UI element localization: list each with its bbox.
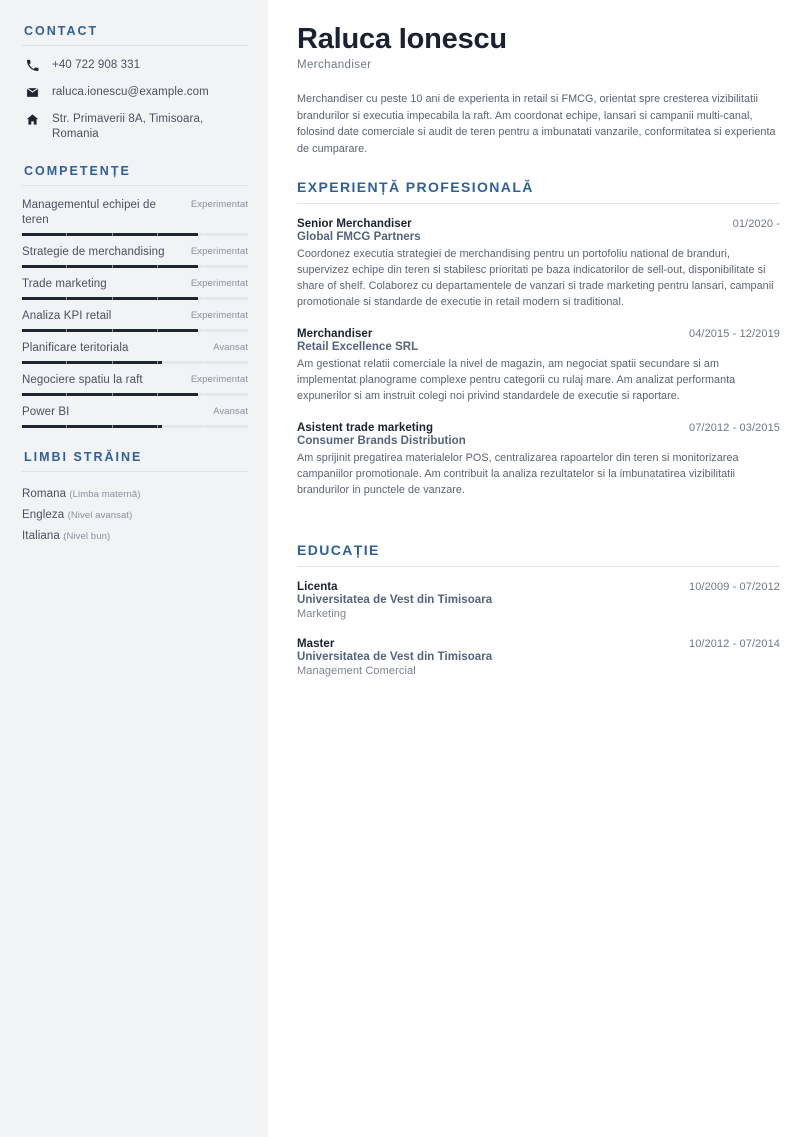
education-section	[297, 542, 780, 677]
profile-summary: Merchandiser cu peste 10 ani de experienta in retail si FMCG, orientat spre cresterea vizibilitatii brandurilor si executia impecabila la raft. Am coordonat echipe, lansari si campanii multi-canal, folosind date comerciale si audit de teren pentru a imbunatati vanzarile, conformitatea si experienta de cumparare.	[297, 93, 776, 155]
entry-date: 10/2009 - 07/2012	[689, 581, 780, 593]
language-list	[22, 484, 248, 547]
page-title: Raluca Ionescu	[297, 23, 507, 55]
entry-item	[297, 422, 780, 498]
entry-header	[297, 638, 780, 650]
skill-bar-segments	[22, 233, 248, 236]
entry-title: Asistent trade marketing	[297, 422, 434, 434]
skill-name: Negociere spatiu la raft	[22, 374, 143, 386]
contact-section	[22, 24, 248, 142]
entry-item	[297, 328, 780, 404]
entry-title: Master	[297, 638, 335, 650]
entry-header	[297, 218, 780, 230]
language-item	[22, 505, 248, 526]
skill-header	[22, 198, 248, 228]
contact-heading: CONTACT	[24, 24, 99, 38]
skill-level-label: Avansat	[213, 406, 248, 417]
skill-item	[22, 373, 248, 396]
envelope-icon	[22, 85, 42, 99]
experience-section	[297, 179, 780, 498]
skill-name: Planificare teritoriala	[22, 342, 129, 354]
contact-value: +40 722 908 331	[52, 59, 141, 71]
contact-list	[22, 58, 248, 142]
skill-header	[22, 309, 248, 324]
language-name: Romana	[22, 488, 67, 500]
section-spacer	[297, 516, 780, 542]
skill-level-bar	[22, 361, 248, 364]
entry-organization: Universitatea de Vest din Timisoara	[297, 594, 493, 606]
skill-name: Strategie de merchandising	[22, 246, 165, 258]
skill-level-bar	[22, 233, 248, 236]
skill-header	[22, 277, 248, 292]
skill-header	[22, 341, 248, 356]
entry-organization: Consumer Brands Distribution	[297, 435, 466, 447]
entry-organization: Universitatea de Vest din Timisoara	[297, 651, 493, 663]
skill-item	[22, 277, 248, 300]
language-item	[22, 526, 248, 547]
entry-title: Licenta	[297, 581, 338, 593]
language-level: (Nivel bun)	[63, 531, 111, 542]
skill-level-label: Experimentat	[190, 278, 248, 289]
skill-level-bar	[22, 425, 248, 428]
skill-name: Trade marketing	[22, 278, 107, 290]
skill-level-label: Avansat	[213, 342, 248, 353]
entry-organization: Global FMCG Partners	[297, 231, 421, 243]
skill-bar-segments	[22, 297, 248, 300]
entry-date: 01/2020 -	[732, 218, 780, 230]
skill-level-bar	[22, 393, 248, 396]
skill-name: Power BI	[22, 406, 70, 418]
skill-level-bar	[22, 297, 248, 300]
entry-description: Am sprijinit pregatirea materialelor POS, centralizarea rapoartelor din teren si monitorizarea campaniilor promotionale. Am contribuit la analiza rezultatelor si la imbunatatirea vizibilitatii brandurilor in punctele de vanzare.	[297, 452, 739, 496]
contact-value: raluca.ionescu@example.com	[52, 86, 209, 98]
entry-date: 10/2012 - 07/2014	[689, 638, 780, 650]
skills-heading: COMPETENȚE	[24, 164, 131, 178]
skill-item	[22, 198, 248, 236]
education-list	[297, 581, 780, 677]
skill-level-label: Experimentat	[190, 310, 248, 321]
skill-level-label: Experimentat	[190, 374, 248, 385]
home-icon	[22, 112, 42, 126]
entry-header	[297, 422, 780, 434]
contact-item[interactable]	[22, 85, 248, 100]
languages-section	[22, 450, 248, 547]
main-column	[268, 0, 804, 1137]
entry-item	[297, 581, 780, 620]
experience-heading: EXPERIENȚĂ PROFESIONALĂ	[297, 179, 534, 195]
skill-item	[22, 245, 248, 268]
skill-header	[22, 373, 248, 388]
skill-header	[22, 405, 248, 420]
skill-bar-segments	[22, 393, 248, 396]
language-name: Italiana	[22, 530, 60, 542]
entry-item	[297, 218, 780, 310]
skill-list	[22, 198, 248, 428]
skill-bar-segments	[22, 425, 248, 428]
entry-title: Senior Merchandiser	[297, 218, 412, 230]
skills-divider	[22, 185, 248, 186]
phone-icon	[22, 58, 42, 72]
education-divider	[297, 566, 780, 567]
entry-title: Merchandiser	[297, 328, 373, 340]
entry-organization: Retail Excellence SRL	[297, 341, 419, 353]
education-heading: EDUCAȚIE	[297, 542, 380, 558]
skill-level-label: Experimentat	[190, 199, 248, 210]
entry-description: Am gestionat relatii comerciale la nivel de magazin, am negociat spatii secundare si am implementat planograme complexe pentru categorii cu rulaj mare. Am analizat performanta expunerilor si am instruit colegi noi privind standardele de executie si raportare.	[297, 358, 736, 402]
experience-list	[297, 218, 780, 498]
skill-bar-segments	[22, 361, 248, 364]
language-level: (Nivel avansat)	[67, 510, 133, 521]
languages-heading: LIMBI STRĂINE	[24, 450, 143, 464]
skills-section	[22, 164, 248, 428]
skill-bar-segments	[22, 329, 248, 332]
entry-description: Coordonez executia strategiei de merchandising pentru un portofoliu national de branduri, supervizez echipe din teren si stabilesc prioritati pe baza indicatorilor de sell-out, disponibilitate si share of shelf. Colaborez cu departamentele de vanzari si trade marketing pentru lansari, campanii promotionale si standarde de executie in retail modern si traditional.	[297, 248, 774, 308]
skill-item	[22, 309, 248, 332]
skill-bar-segments	[22, 265, 248, 268]
skill-item	[22, 341, 248, 364]
language-name: Engleza	[22, 509, 65, 521]
skill-item	[22, 405, 248, 428]
job-role-subtitle: Merchandiser	[297, 59, 372, 71]
skill-name: Managementul echipei de teren	[22, 199, 156, 226]
skill-name: Analiza KPI retail	[22, 310, 112, 322]
skill-header	[22, 245, 248, 260]
entry-field-of-study: Management Comercial	[297, 665, 416, 677]
contact-item[interactable]	[22, 112, 248, 142]
skill-level-bar	[22, 265, 248, 268]
entry-header	[297, 581, 780, 593]
entry-header	[297, 328, 780, 340]
entry-date: 07/2012 - 03/2015	[689, 422, 780, 434]
contact-item[interactable]	[22, 58, 248, 73]
experience-divider	[297, 203, 780, 204]
contact-divider	[22, 45, 248, 46]
skill-level-bar	[22, 329, 248, 332]
entry-item	[297, 638, 780, 677]
skill-level-label: Experimentat	[190, 246, 248, 257]
entry-field-of-study: Marketing	[297, 608, 347, 620]
entry-date: 04/2015 - 12/2019	[689, 328, 780, 340]
contact-value: Str. Primaverii 8A, Timisoara, Romania	[52, 113, 204, 140]
sidebar	[0, 0, 268, 1137]
language-item	[22, 484, 248, 505]
language-level: (Limba maternă)	[69, 489, 141, 500]
languages-divider	[22, 471, 248, 472]
